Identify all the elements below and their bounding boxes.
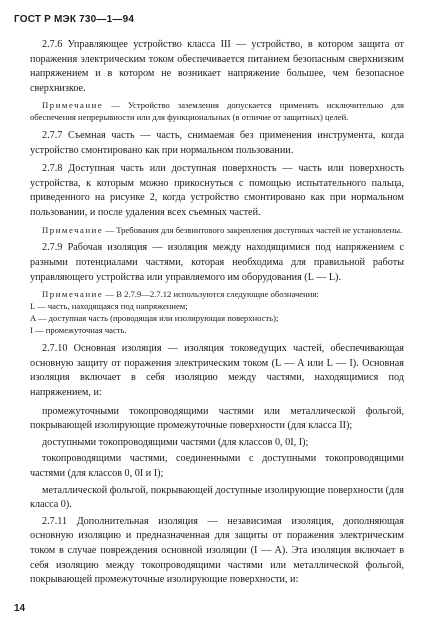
note-line-a: A — доступная часть (проводящая или изолирующая поверхность);	[30, 312, 279, 323]
paragraph-2-7-9: 2.7.9 Рабочая изоляция — изоляция между находящимися под напряжением с разными потенциалами частями, которая необходима для правильной работы управляющего устройства или управляемого им оборудования (L — L).	[30, 242, 404, 283]
paragraph-2-7-8: 2.7.8 Доступная часть или доступная поверхность — часть или поверхность устройства, к которым можно прикоснуться с помощью испытательного пальца, приведенного на рисунке 2, когда устройство смонтировано как при нормальном пользовании, и после удаления всех съемных частей.	[30, 163, 404, 218]
note-text: — Требования для безвинтового закрепления доступных частей не установлены.	[103, 224, 403, 235]
note-label: Примечание	[42, 289, 104, 300]
paragraph-2-7-6: 2.7.6 Управляющее устройство класса III — устройство, в котором защита от поражения электрическим током обеспечивается питанием безопасным сверхнизким напряжением и в котором не возникает напряжение большее, чем безопасное сверхнизкое.	[30, 39, 404, 94]
paragraph-2-7-11: 2.7.11 Дополнительная изоляция — независимая изоляция, дополняющая основную изоляцию и предназначенная для защиты от поражения электрическим током в случае повреждения основной изоляции (I — A). Эта изоляция включает в себя изоляцию между токопроводящими частями или металлической фольгой, покрывающей промежуточные изолирующие поверхности, и:	[30, 515, 404, 586]
paragraph-2-7-7: 2.7.7 Съемная часть — часть, снимаемая без применения инструмента, когда устройство смонтировано как при нормальном пользовании.	[30, 129, 404, 156]
page-content	[30, 38, 404, 592]
note-label: Примечание	[42, 100, 104, 111]
list-item: металлической фольгой, покрывающей доступные изолирующие поверхности (для класса 0).	[30, 484, 404, 511]
note-line-i: I — промежуточная часть.	[30, 324, 127, 335]
list-item: доступными токопроводящими частями (для классов 0, 0I, I);	[42, 436, 309, 448]
note-2	[30, 225, 404, 237]
note-text: — Устройство заземления допускается применять исключительно для обеспечения непрерывности или для функциональных (в отличие от защитных) целей.	[30, 100, 404, 123]
list-item: промежуточными токопроводящими частями или металлической фольгой, покрывающей изолирующие промежуточные поверхности (для класса II);	[30, 405, 404, 432]
note-label: Примечание	[42, 224, 104, 235]
note-line-l: L — часть, находящаяся под напряжением;	[30, 300, 188, 311]
page-header: ГОСТ Р МЭК 730—1—94	[14, 14, 135, 25]
note-text: — В 2.7.9—2.7.12 используются следующие обозначения:	[103, 289, 319, 300]
list-item: токопроводящими частями, соединенными с доступными токопроводящими частями (для классов 0, 0I и I);	[30, 453, 404, 480]
note-3	[30, 289, 404, 336]
page-number: 14	[14, 603, 26, 614]
note-1	[30, 100, 404, 124]
paragraph-2-7-10: 2.7.10 Основная изоляция — изоляция токоведущих частей, обеспечивающая основную защиту от поражения электрическим током (L — A или L — I). Основная изоляция включает в себя изоляцию между частями, находящимися под напряжением, и:	[30, 343, 404, 399]
